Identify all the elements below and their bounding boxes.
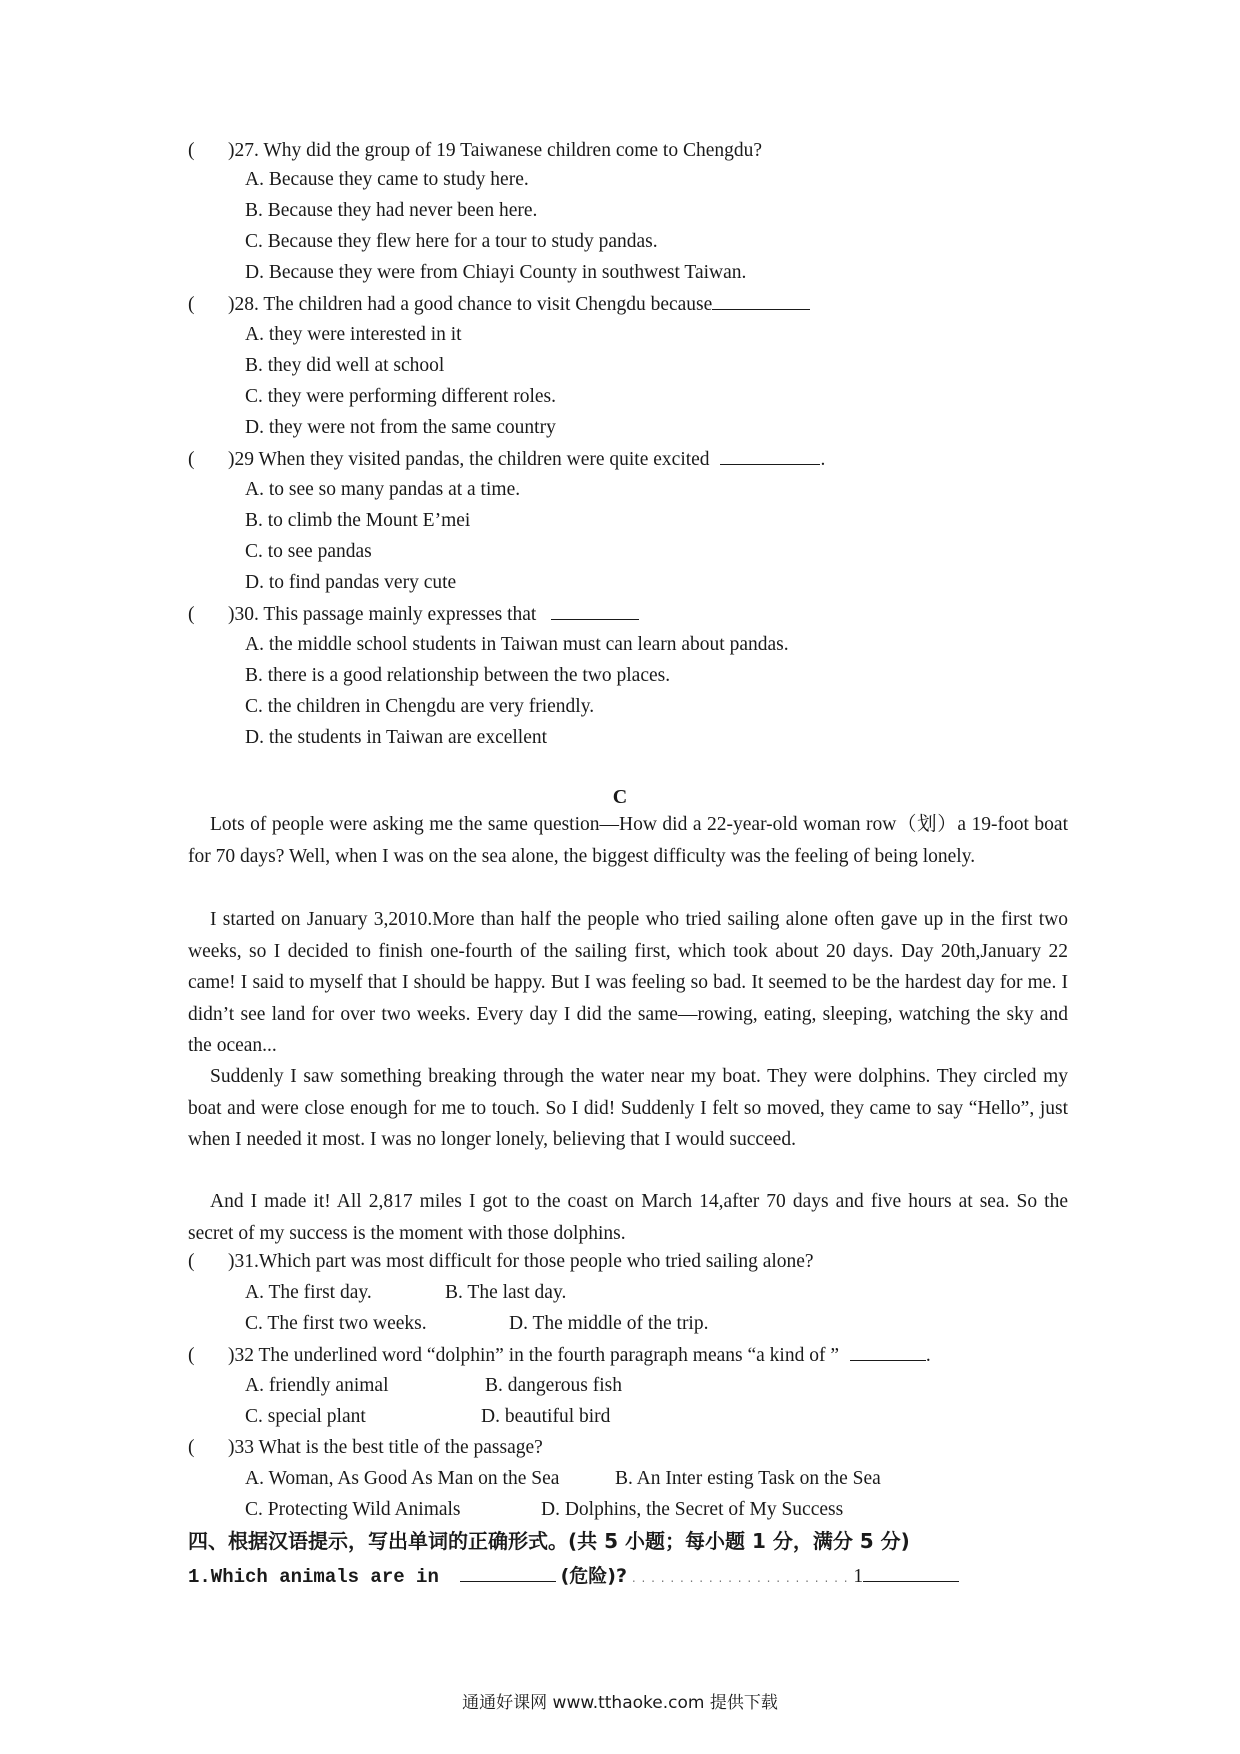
option-29b: B. to climb the Mount E’mei bbox=[245, 510, 471, 531]
option-30c: C. the children in Chengdu are very friendly. bbox=[245, 696, 595, 717]
question-29 bbox=[188, 446, 825, 473]
answer-blank bbox=[712, 291, 810, 310]
question-stem: )27. Why did the group of 19 Taiwanese children come to Chengdu? bbox=[228, 140, 763, 161]
answer-blank bbox=[460, 1563, 556, 1582]
answer-bracket: ( bbox=[188, 294, 195, 315]
answer-bracket: ( bbox=[188, 449, 195, 470]
answer-blank bbox=[850, 1342, 926, 1361]
answer-number: 1 bbox=[853, 1566, 864, 1587]
question-end: . bbox=[820, 449, 826, 470]
answer-blank bbox=[551, 601, 639, 620]
section-4-heading: 四、根据汉语提示，写出单词的正确形式。(共 5 小题；每小题 1 分，满分 5 分) bbox=[188, 1529, 910, 1553]
question-30 bbox=[188, 601, 639, 628]
question-31 bbox=[188, 1249, 814, 1275]
passage-paragraph-3: Suddenly I saw something breaking through the water near my boat. They were dolphins. They circled my boat and were close enough for me to touch. So I did! Suddenly I felt so moved, they came to say “Hello”, just when I needed it most. I was no longer lonely, believing that I would succeed. bbox=[188, 1066, 1068, 1150]
option-32a: A. friendly animal bbox=[245, 1375, 389, 1396]
question-stem: )29 When they visited pandas, the children were quite excited bbox=[228, 449, 710, 470]
option-30d: D. the students in Taiwan are excellent bbox=[245, 727, 548, 748]
answer-bracket: ( bbox=[188, 1345, 195, 1366]
answer-bracket: ( bbox=[188, 1251, 195, 1272]
option-29d: D. to find pandas very cute bbox=[245, 572, 457, 593]
answer-bracket: ( bbox=[188, 604, 195, 625]
options-33-row-2 bbox=[245, 1497, 843, 1523]
options-33-row-1 bbox=[245, 1466, 881, 1492]
option-27a: A. Because they came to study here. bbox=[245, 169, 529, 190]
option-31d: D. The middle of the trip. bbox=[509, 1313, 709, 1334]
option-33c: C. Protecting Wild Animals bbox=[245, 1499, 461, 1520]
option-33b: B. An Inter esting Task on the Sea bbox=[615, 1468, 881, 1489]
options-31-row-2 bbox=[245, 1311, 708, 1337]
answer-line bbox=[863, 1563, 959, 1582]
question-stem: )30. This passage mainly expresses that bbox=[228, 604, 537, 625]
option-32c: C. special plant bbox=[245, 1406, 366, 1427]
option-33d: D. Dolphins, the Secret of My Success bbox=[541, 1499, 844, 1520]
option-31c: C. The first two weeks. bbox=[245, 1313, 427, 1334]
option-28c: C. they were performing different roles. bbox=[245, 386, 556, 407]
option-28b: B. they did well at school bbox=[245, 355, 445, 376]
option-29a: A. to see so many pandas at a time. bbox=[245, 479, 521, 500]
option-27c: C. Because they flew here for a tour to study pandas. bbox=[245, 231, 658, 252]
option-31b: B. The last day. bbox=[445, 1282, 567, 1303]
option-33a: A. Woman, As Good As Man on the Sea bbox=[245, 1468, 560, 1489]
option-27d: D. Because they were from Chiayi County in southwest Taiwan. bbox=[245, 262, 747, 283]
answer-bracket: ( bbox=[188, 140, 195, 161]
option-29c: C. to see pandas bbox=[245, 541, 372, 562]
passage-paragraph-1: Lots of people were asking me the same question—How did a 22-year-old woman row（划）a 19-foot boat for 70 days? Well, when I was on the sea alone, the biggest difficulty was the feeling of being lonely. bbox=[188, 814, 1068, 867]
question-stem: )33 What is the best title of the passage? bbox=[228, 1437, 543, 1458]
passage-paragraph-2: I started on January 3,2010.More than half the people who tried sailing alone often gave up in the first two weeks, so I decided to finish one-fourth of the sailing first, which took about 20 days. Day 20th,January 22 came! I said to myself that I should be happy. But I was feeling so bad. It seemed to be the hardest day for me. I didn’t see land for over two weeks. Every day I did the same—rowing, eating, sleeping, watching the sky and the ocean... bbox=[188, 909, 1068, 1056]
question-stem: )31.Which part was most difficult for those people who tried sailing alone? bbox=[228, 1251, 814, 1272]
question-28 bbox=[188, 291, 810, 318]
options-32-row-2 bbox=[245, 1404, 610, 1430]
option-28a: A. they were interested in it bbox=[245, 324, 462, 345]
question-32 bbox=[188, 1342, 931, 1369]
question-stem: )28. The children had a good chance to visit Chengdu because bbox=[228, 294, 713, 315]
vocab-hint: (危险)? bbox=[560, 1565, 627, 1587]
passage-paragraph-4: And I made it! All 2,817 miles I got to the coast on March 14,after 70 days and five hours at sea. So the secret of my success is the moment with those dolphins. bbox=[188, 1191, 1068, 1244]
section-c-heading: C bbox=[612, 786, 628, 808]
vocab-question-text: 1.Which animals are in bbox=[188, 1566, 439, 1588]
option-28d: D. they were not from the same country bbox=[245, 417, 556, 438]
footer-watermark: 通通好课网 www.tthaoke.com 提供下载 bbox=[462, 1693, 778, 1713]
option-30b: B. there is a good relationship between the two places. bbox=[245, 665, 671, 686]
question-27 bbox=[188, 138, 762, 164]
option-27b: B. Because they had never been here. bbox=[245, 200, 538, 221]
option-30a: A. the middle school students in Taiwan must can learn about pandas. bbox=[245, 634, 789, 655]
options-31-row-1 bbox=[245, 1280, 566, 1306]
option-32d: D. beautiful bird bbox=[481, 1406, 611, 1427]
answer-bracket: ( bbox=[188, 1437, 195, 1458]
question-33 bbox=[188, 1435, 543, 1461]
dot-leader: . . . . . . . . . . . . . . . . . . . . . . . bbox=[631, 1571, 849, 1585]
vocab-question-1 bbox=[188, 1563, 959, 1591]
options-32-row-1 bbox=[245, 1373, 622, 1399]
question-end: . bbox=[925, 1345, 931, 1366]
question-stem: )32 The underlined word “dolphin” in the fourth paragraph means “a kind of ” bbox=[228, 1345, 839, 1366]
answer-blank bbox=[720, 446, 820, 465]
option-32b: B. dangerous fish bbox=[485, 1375, 623, 1396]
option-31a: A. The first day. bbox=[245, 1282, 372, 1303]
